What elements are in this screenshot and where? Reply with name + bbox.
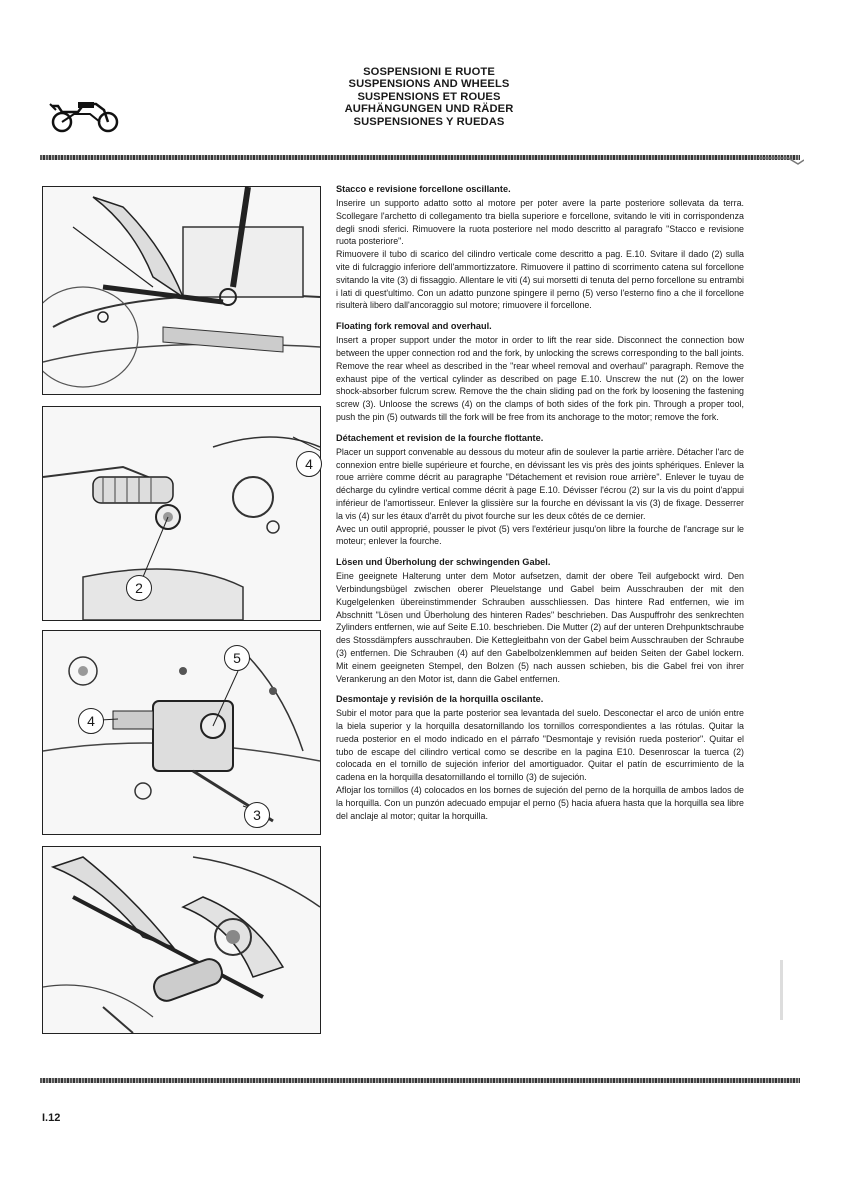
page-number: I.12	[42, 1112, 61, 1124]
section-paragraph: Subir el motor para que la parte posterior sea levantada del suelo. Desconectar el arco de unión entre la biela superior y la horquilla desatornillando los tornillos correspondientes a las rótulas. Quitar la rueda posterior en el modo indicado en el párrafo "Desmontaje y revisión rueda posterior". Quitar el tubo de escape del cilindro vertical como se describe en la pagina E10. Desenroscar la tuerca (2) colocada en el tornillo de sujeción inferior del amortiguador. Quitar el patín de escurrimiento de la cadena en la horquilla desatornillando el tornillo (3) de sujeción.	[336, 708, 744, 783]
section-paragraph: Rimuovere il tubo di scarico del cilindro verticale come descritto a pag. E.10. Svitare il dado (2) sulla vite di fulcraggio inferiore dell'ammortizzatore. Rimuovere il pattino di scorrimento catena sul forcellone svitando la vite (3) di fissaggio. Allentare le viti (4) sui morsetti di tenuta del perno forcellone su entrambi i lati di quest'ultimo. Con un adatto punzone spingere il perno (5) verso l'esterno fino a che il forcellone risulterà libero dall'ancoraggio sul motore; rimuovere il forcellone.	[336, 249, 744, 311]
section-paragraph: Insert a proper support under the motor in order to lift the rear side. Disconnect the connection bow between the upper connection rod and the fork, by unlocking the screws corresponding to the ball joints. Remove the rear wheel as described in the "rear wheel removal and overhaul" paragraph. Remove the exhaust pipe of the vertical cylinder as described on page E.10. Unscrew the nut (2) on the lower shock-absorber fulcrum screw. Remove the the chain sliding pad on the fork by loosening the fastening screw (3). Unloose the screws (4) on the clamps of both sides of the fork pin. Through a proper tool, push the pin (5) outwards till the fork will be free from its anchorage to the motor; remove the fork.	[336, 335, 745, 422]
section-italian	[336, 183, 744, 312]
header-title-es: SUSPENSIONES Y RUEDAS	[353, 115, 505, 128]
header-title-en: SUSPENSIONS AND WHEELS	[348, 78, 510, 91]
section-title: Desmontaje y revisión de la horquilla oscilante.	[336, 694, 544, 705]
section-spanish	[336, 693, 744, 822]
section-paragraph: Aflojar los tornillos (4) colocados en los bornes de sujeción del perno de la horquilla de ambos lados de la horquilla. Con un punzón adecuado empujar el perno (5) hacia afuera hasta que la horquilla sea libre del anclaje al motor; quitar la horquilla.	[336, 785, 744, 821]
figure-fork-pivot-wrench	[42, 186, 321, 395]
section-title: Lösen und Überholung der schwingenden Gabel.	[336, 557, 551, 568]
callout-4-fig3	[78, 708, 104, 734]
callout-label: 5	[233, 650, 241, 666]
callout-label: 4	[87, 713, 95, 729]
section-french	[336, 432, 744, 548]
callout-4-fig2	[296, 451, 322, 477]
scan-artifact	[780, 960, 783, 1020]
divider-end-mark	[758, 152, 804, 168]
callout-label: 2	[135, 580, 143, 596]
bottom-divider	[40, 1078, 800, 1083]
figure-fork-pin-clamps	[42, 630, 321, 835]
header-title-it: SOSPENSIONI E RUOTE	[363, 66, 495, 78]
section-english	[336, 320, 744, 424]
section-paragraph: Avec un outil approprié, pousser le pivot (5) vers l'extérieur jusqu'on libre la fourche de l'ancrage sur le moteur; enlever la fourche.	[336, 523, 744, 547]
figure-pin-removal-punch	[42, 846, 321, 1034]
header-title-de: AUFHÄNGUNGEN UND RÄDER	[344, 103, 514, 116]
callout-5-fig3	[224, 645, 250, 671]
figure-shock-absorber-nut	[42, 406, 321, 621]
section-paragraph: Eine geeignete Halterung unter dem Motor aufsetzen, damit der obere Teil aufgebockt wird. Den Verbindungsbügel zwischen oberer Pleuelstange und Gabel beim Ausschrauben der mit den Kugelgelenken übereinstimmender Schrauben ausschliessen. Das hintere Rad entfernen, wie im Abschnitt "Lösen und Überholung des hinteren Rades" beschrieben. Das Auspuffrohr des senkrechten Zylinders entfernen, wie auf Seite E.10. beschrieben. Die Mutter (2) auf der unteren Drehpunktschraube des Stossdämpfers ausschrauben. Die Ketteglеitbahn von der Gabel beim Ausschrauben der Schraube (3) entfernen. Die Schrauben (4) auf den Gabelbolzenklemmen auf beiden Seiten der Gabel lockern. Mit einem geeigneten Stempel, den Bolzen (5) nach aussen schieben, bis die Gabel frei von ihrer Verankerung an den Motor ist, dann die Gabel entfernen.	[336, 571, 744, 684]
section-title: Stacco e revisione forcellone oscillante.	[336, 184, 511, 194]
callout-2-fig2	[126, 575, 152, 601]
header-title-fr: SUSPENSIONS ET ROUES	[357, 90, 501, 103]
callout-3-fig3	[244, 802, 270, 828]
section-title: Détachement et revision de la fourche flottante.	[336, 432, 544, 443]
section-paragraph: Inserire un supporto adatto sotto al motore per poter avere la parte posteriore sollevata da terra. Scollegare l'archetto di collegamento tra biella superiore e forcellone, svitando le viti in corrispondenza degli snodi sferici. Rimuovere la ruota posteriore nel modo descritto al paragrafo "Stacco e revisione ruota posteriore".	[336, 198, 744, 247]
section-german	[336, 556, 744, 685]
callout-label: 4	[305, 456, 313, 472]
callout-label: 3	[253, 807, 261, 823]
top-divider	[40, 155, 800, 160]
section-paragraph: Placer un support convenable au dessous du moteur afin de soulever la partie arrière. Détacher l'arc de connexion entre bielle supérieure et fourche, en dévissant les vis près des joints sphériques. Enlever la roue arrière comme décrit au paragraphe "Détachement et revision roue arrière". Enlever le tuyau de décharge du cylindre vertical comme décrit à page E.10. Dévisser l'écrou (2) sur la vis du point d'appui inférieur de l'amortisseur. Enlever la glissière sur la fourche en dévissant la vis (3) de fixage. Desserrer la vis (4) sur les étaux d'arrêt du pivot fourche sur les deux côtés de ce dernier.	[336, 446, 744, 521]
section-title: Floating fork removal and overhaul.	[336, 321, 492, 332]
instructions-column	[336, 183, 744, 830]
page-header	[0, 66, 848, 128]
